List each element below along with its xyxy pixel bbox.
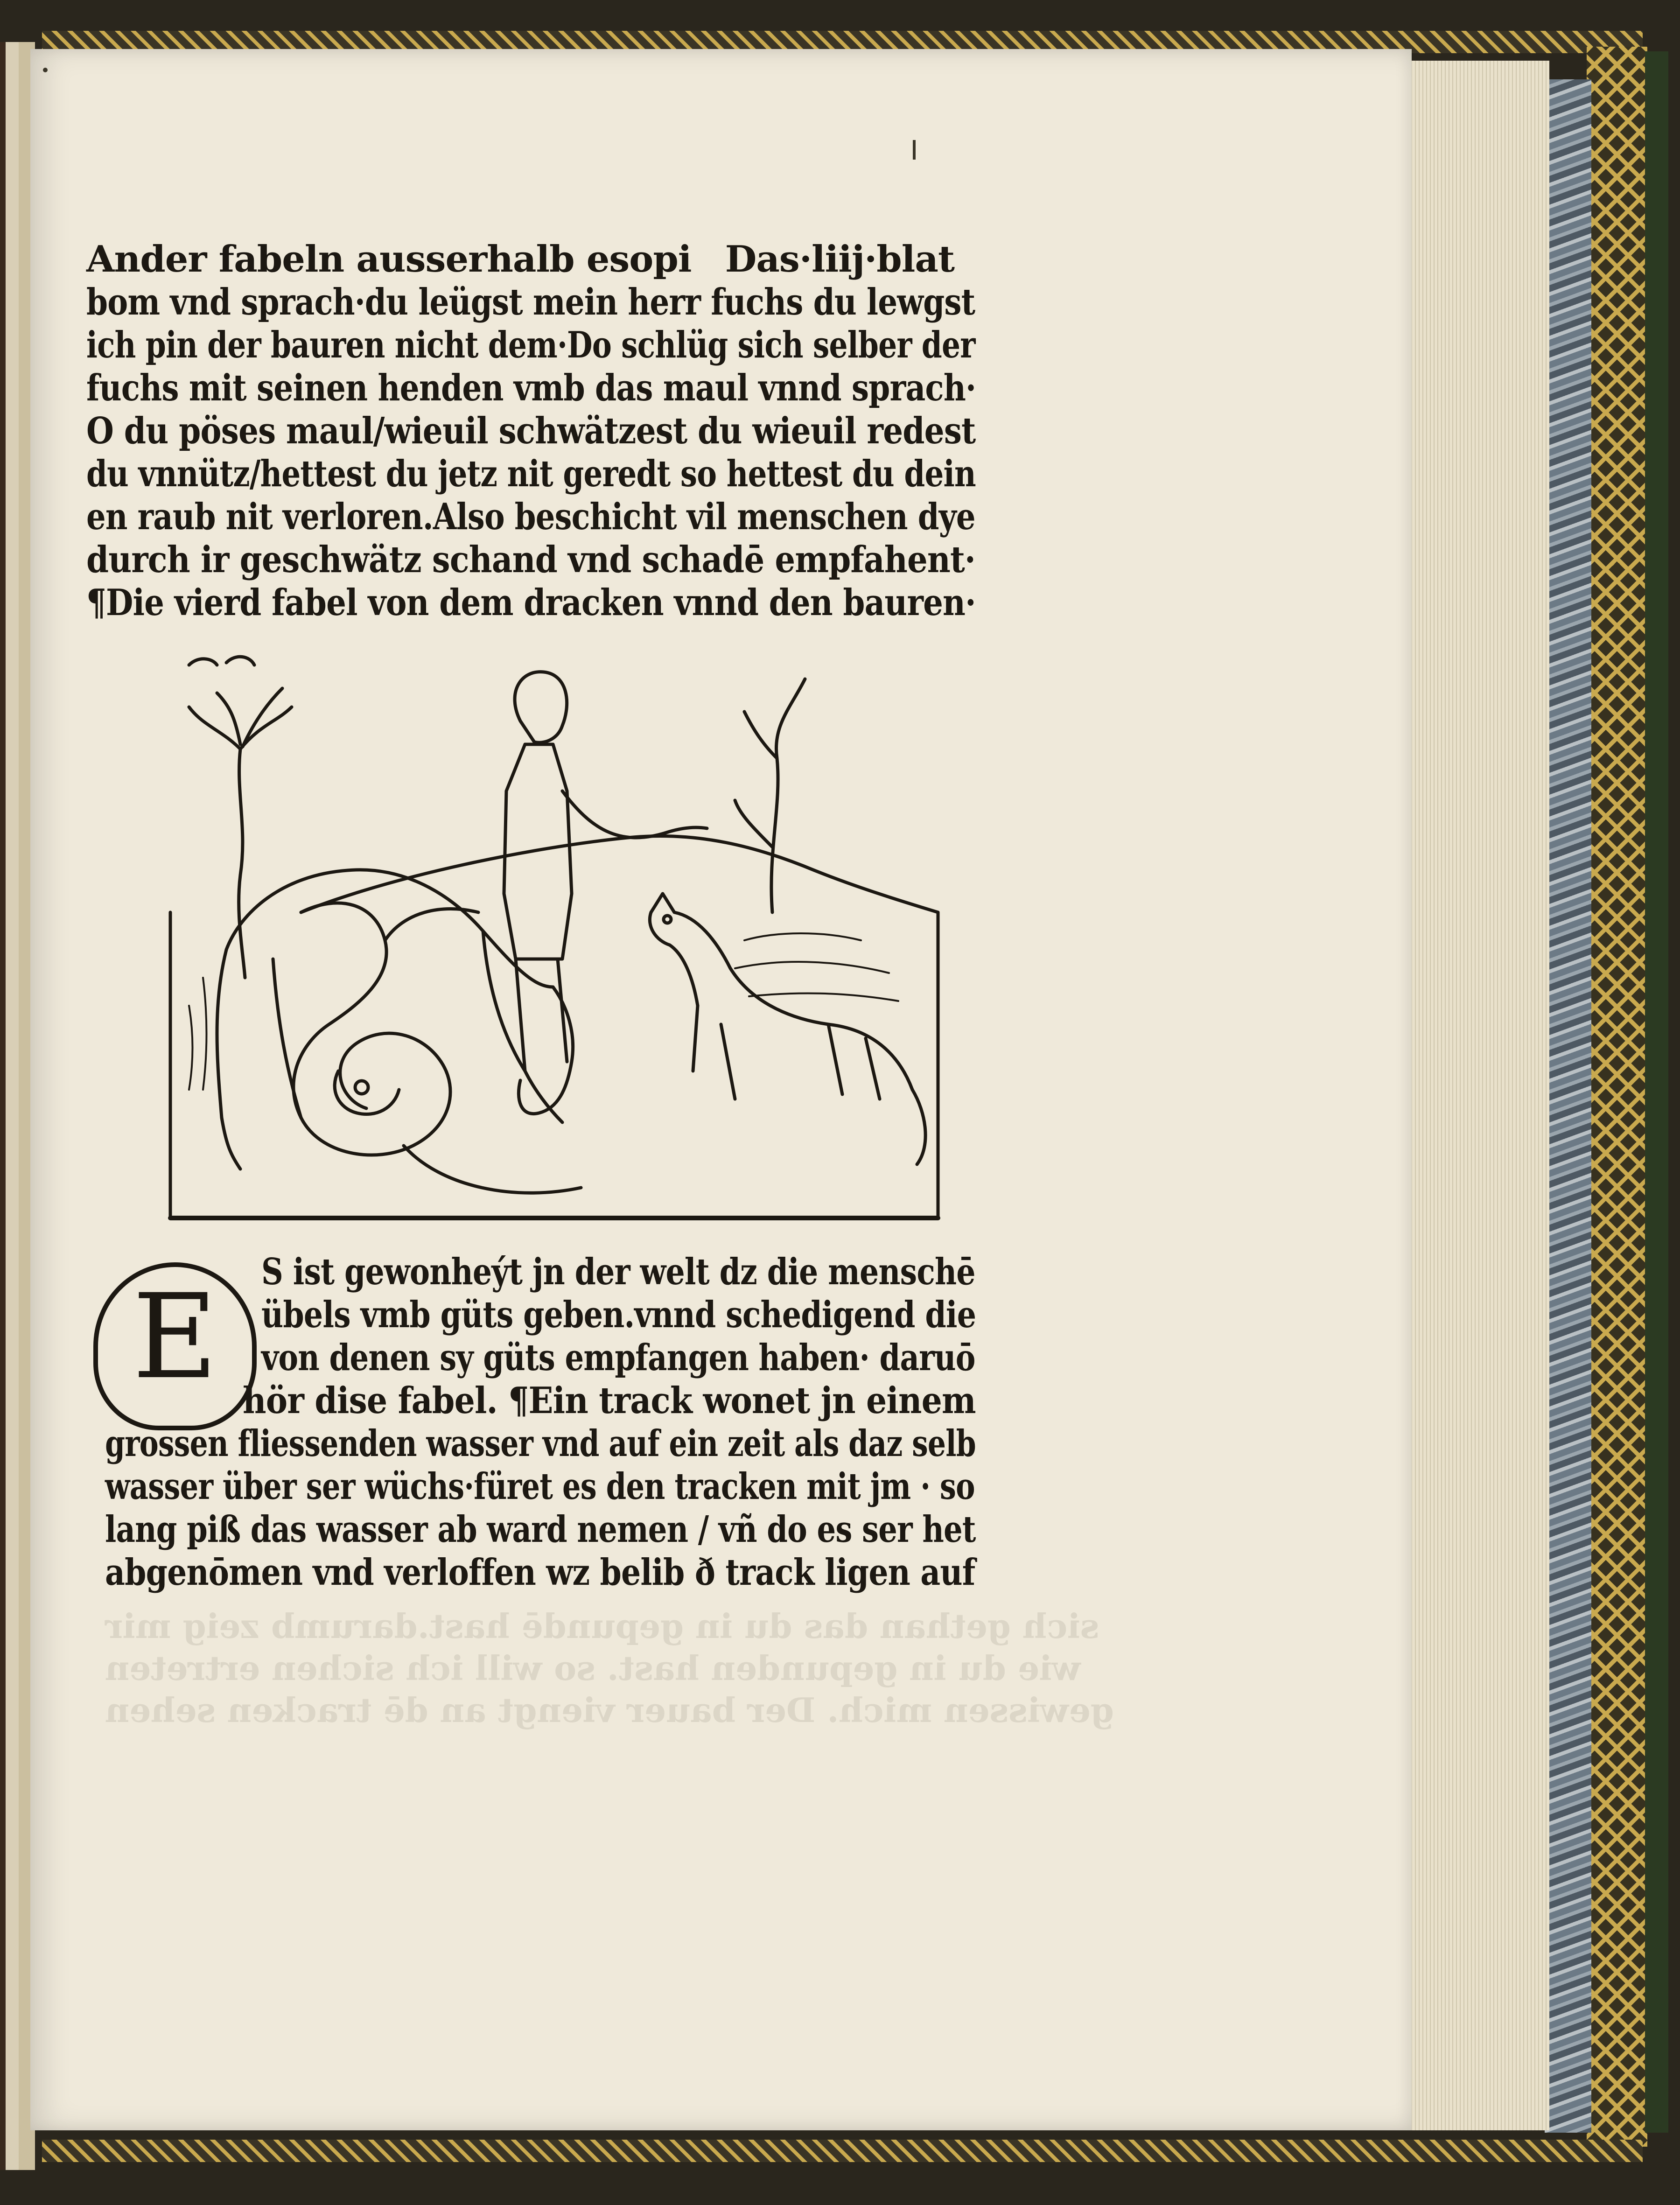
text-line: wasser über ser wüchs·füret es den tracken mit jm · so [105,1465,975,1508]
text-line: bom vnd sprach·du leügst mein herr fuchs du lewgst [86,281,975,323]
marbled-endpaper [1545,79,1591,2133]
peasant-head [515,672,567,743]
peasant-arm [562,791,665,838]
fox [651,894,912,1090]
page-stack-edge [1405,61,1549,2130]
text-line: O du pöses maul/wieuil schwätzest du wieuil redest [86,410,976,452]
dead-tree [735,679,805,912]
decorated-initial: E [132,1269,218,1405]
fox-tail [912,1090,925,1164]
gold-border-right [1587,47,1647,2147]
show-through-line: gewissen mich. Der bauer viengt an dē tracken sehen [105,1690,1114,1730]
text-line: fuchs mit seinen henden vmb das maul vnnd sprach· [86,367,976,409]
woodcut-illustration [161,651,945,1225]
text-line: hör dise fabel. ¶Ein track wonet jn einem [243,1379,976,1422]
left-page-edge [0,42,35,2170]
show-through-line: wie du in gepunden hast. so will ich sichen ertreten [105,1648,1081,1688]
text-line: lang piß das wasser ab ward nemen / vñ do es ser het [105,1508,976,1551]
text-line: du vnnütz/hettest du jetz nit geredt so hettest du dein [86,453,976,495]
fable-heading: ¶Die vierd fabel von dem dracken vnnd den bauren· [86,581,976,624]
folio: Das·liij·blat [725,238,954,280]
running-head [86,238,968,281]
cover-edge [1645,51,1668,2133]
dragon-body [294,903,450,1155]
text-line: von denen sy güts empfangen haben· daruō [261,1337,975,1379]
dragon-tail [404,1146,581,1193]
text-line: en raub nit verloren.Also beschicht vil menschen dye [86,496,975,538]
text-line: übels vmb güts geben.vnnd schedigend die [261,1294,976,1336]
text-line: durch ir geschwätz schand vnd schadē empfahent· [86,539,975,581]
show-through-line: sich gethan das du in gepundē hast.darumb zeig mir [105,1606,1099,1646]
text-line: abgenōmen vnd verloffen wz belib ð track ligen auf [105,1551,975,1594]
text-line: grossen fliessenden wasser vnd auf ein zeit als daz selb [105,1422,976,1465]
page-speck [43,68,48,72]
text-line: ich pin der bauren nicht dem·Do schlüg sich selber der [86,324,975,366]
text-line: S ist gewonheýt jn der welt dz die menschē [261,1251,975,1293]
horse-leg [217,950,240,1169]
tree [239,749,245,978]
gold-border-bottom [42,2140,1643,2162]
page-mark [913,140,916,160]
running-head-left: Ander fabeln ausserhalb esopi [86,238,692,280]
